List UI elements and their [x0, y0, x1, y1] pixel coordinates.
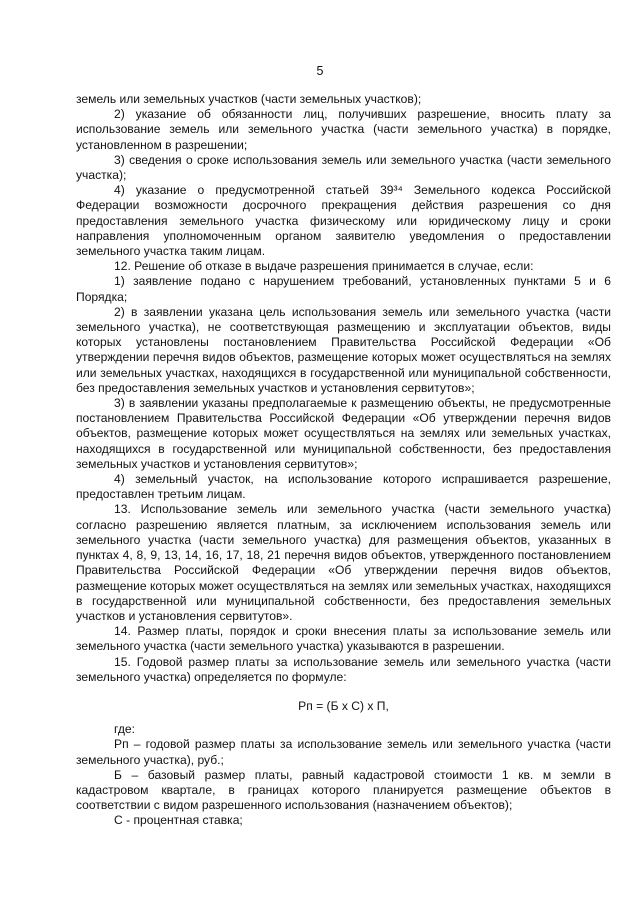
- paragraph: 4) земельный участок, на использование которого испрашивается разрешение, предоставлен третьим лицам.: [76, 472, 611, 502]
- paragraph: Рп – годовой размер платы за использование земель или земельного участка (части земельного участка), руб.;: [76, 737, 611, 767]
- paragraph: 3) сведения о сроке использования земель или земельного участка (части земельного участка);: [76, 152, 611, 183]
- formula: Рп = (Б х С) х П,: [298, 698, 389, 713]
- paragraph: Б – базовый размер платы, равный кадастровой стоимости 1 кв. м земли в кадастровом квартале, в границах которого планируется размещение объектов в соответствии с видом разрешенного использования (назначением объектов);: [76, 767, 611, 813]
- paragraph: 15. Годовой размер платы за использование земель или земельного участка (части земельного участка) определяется по формуле:: [76, 654, 611, 684]
- paragraph: 2) в заявлении указана цель использования земель или земельного участка (части земельного участка), не соответствующая размещению и эксплуатации объектов, виды которых установлены постановлением Правительства Российской Федерации «Об утверждении перечня видов объектов, размещение которых может осуществляться на землях или земельных участках, находящихся в государственной или муниципальной собственности, без предоставления земельных участков и установления сервитутов»;: [76, 304, 611, 395]
- paragraph: 4) указание о предусмотренной статьей 39³⁴ Земельного кодекса Российской Федерации возможности досрочного прекращения действия разрешения со дня предоставления земельного участка физическому или юридическому лицу и сроки направления уполномоченным органом заявителю уведомления о предоставлении земельного участка таким лицам.: [76, 183, 611, 259]
- paragraph: 13. Использование земель или земельного участка (части земельного участка) согласно разрешению является платным, за исключением использования земель или земельного участка (части земельного участка) для размещения объектов, указанных в пунктах 4, 8, 9, 13, 14, 16, 17, 18, 21 перечня видов объектов, утвержденного постановлением Правительства Российской Федерации «Об утверждении перечня видов объектов, размещение которых может осуществляться на землях или земельных участках, находящихся в государственной или муниципальной собственности, без предоставления земельных участков и установления сервитутов».: [76, 502, 611, 623]
- paragraph: 3) в заявлении указаны предполагаемые к размещению объекты, не предусмотренные постановлением Правительства Российской Федерации «Об утверждении перечня видов объектов, размещение которых может осуществляться на землях или земельных участках, находящихся в государственной или муниципальной собственности, без предоставления земельных участков и установления сервитутов»;: [76, 396, 611, 471]
- paragraph: 14. Размер платы, порядок и сроки внесения платы за использование земель или земельного участка (части земельного участка) указываются в разрешении.: [76, 624, 611, 654]
- paragraph: С - процентная ставка;: [114, 813, 243, 828]
- paragraph: 1) заявление подано с нарушением требований, установленных пунктами 5 и 6 Порядка;: [76, 274, 611, 304]
- paragraph: 12. Решение об отказе в выдаче разрешения принимается в случае, если:: [114, 259, 534, 274]
- paragraph: 2) указание об обязанности лиц, получивших разрешение, вносить плату за использование земель или земельного участка (части земельного участка) в порядке, установленном в разрешении;: [76, 107, 611, 152]
- page-number: 5: [316, 64, 324, 78]
- paragraph: где:: [114, 722, 136, 737]
- paragraph: земель или земельных участков (части земельных участков);: [76, 92, 422, 106]
- document-body: [76, 92, 611, 829]
